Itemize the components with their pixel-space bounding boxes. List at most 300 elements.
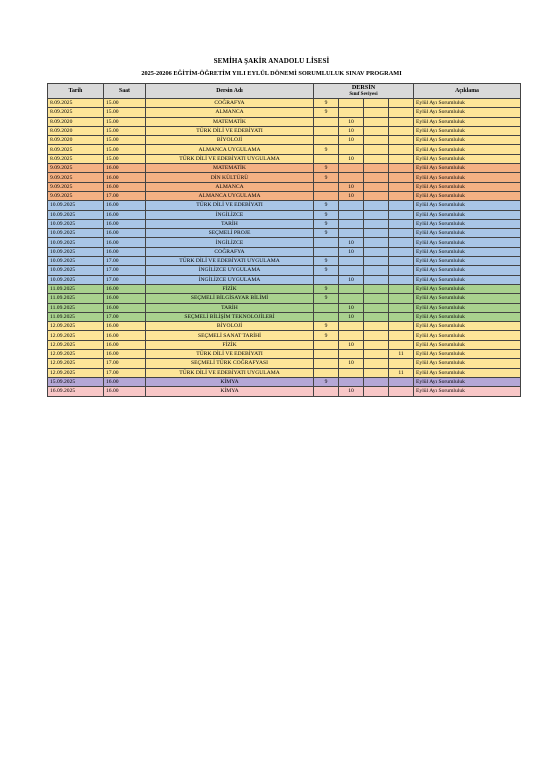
description-cell: Eylül Ayı Sorumluluk	[414, 201, 521, 210]
date-cell: 8.09.2020	[48, 126, 104, 135]
table-row	[48, 136, 521, 145]
level-11-cell	[364, 275, 389, 284]
level-11-cell	[364, 201, 389, 210]
level-10-cell	[339, 173, 364, 182]
level-10-cell	[339, 350, 364, 359]
date-cell: 10.09.2025	[48, 219, 104, 228]
level-10-cell: 10	[339, 191, 364, 200]
level-12-cell	[389, 108, 414, 117]
course-cell: TÜRK DİLİ VE EDEBİYATI	[146, 201, 314, 210]
time-cell: 16.00	[104, 322, 146, 331]
level-11-cell	[364, 368, 389, 377]
level-12-cell	[389, 145, 414, 154]
program-title: 2025-20206 EĞİTİM-ÖĞRETİM YILI EYLÜL DÖNEMİ SORUMLULUK SINAV PROGRAMI	[141, 70, 402, 77]
time-cell: 16.00	[104, 247, 146, 256]
table-row	[48, 210, 521, 219]
date-cell: 12.09.2025	[48, 340, 104, 349]
time-cell: 17.00	[104, 359, 146, 368]
level-11-cell	[364, 238, 389, 247]
date-cell: 10.09.2025	[48, 201, 104, 210]
table-row	[48, 368, 521, 377]
level-9-cell: 9	[314, 257, 339, 266]
table-row	[48, 191, 521, 200]
level-11-cell	[364, 219, 389, 228]
level-10-cell	[339, 164, 364, 173]
description-cell: Eylül Ayı Sorumluluk	[414, 331, 521, 340]
course-cell: TÜRK DİLİ VE EDEBİYATI UYGULAMA	[146, 257, 314, 266]
date-cell: 9.09.2025	[48, 164, 104, 173]
description-cell: Eylül Ayı Sorumluluk	[414, 173, 521, 182]
description-cell: Eylül Ayı Sorumluluk	[414, 126, 521, 135]
time-cell: 16.00	[104, 284, 146, 293]
time-cell: 16.00	[104, 173, 146, 182]
table-row	[48, 257, 521, 266]
course-cell: ALMANCA UYGULAMA	[146, 145, 314, 154]
level-11-cell	[364, 191, 389, 200]
level-10-cell: 10	[339, 275, 364, 284]
time-cell: 16.00	[104, 303, 146, 312]
level-9-cell	[314, 312, 339, 321]
course-cell: SEÇMELİ SANAT TARİHİ	[146, 331, 314, 340]
date-cell: 10.09.2025	[48, 229, 104, 238]
time-cell: 16.00	[104, 182, 146, 191]
level-9-cell	[314, 350, 339, 359]
table-row	[48, 312, 521, 321]
level-11-cell	[364, 247, 389, 256]
level-12-cell	[389, 164, 414, 173]
level-10-cell: 10	[339, 182, 364, 191]
level-12-cell	[389, 117, 414, 126]
col-header-description: Açıklama	[414, 84, 521, 99]
table-row	[48, 275, 521, 284]
level-12-cell	[389, 154, 414, 163]
level-11-cell	[364, 117, 389, 126]
level-11-cell	[364, 359, 389, 368]
time-cell: 16.00	[104, 219, 146, 228]
table-row	[48, 340, 521, 349]
level-9-cell: 9	[314, 201, 339, 210]
table-row	[48, 350, 521, 359]
level-10-cell: 10	[339, 126, 364, 135]
level-9-cell	[314, 303, 339, 312]
course-cell: SEÇMELİ BİLİŞİM TEKNOLOJİLERİ	[146, 312, 314, 321]
date-cell: 10.09.2025	[48, 247, 104, 256]
level-9-cell: 9	[314, 164, 339, 173]
date-cell: 8.09.2025	[48, 154, 104, 163]
date-cell: 9.09.2025	[48, 173, 104, 182]
level-10-cell: 10	[339, 247, 364, 256]
time-cell: 16.00	[104, 387, 146, 396]
level-9-cell: 9	[314, 210, 339, 219]
level-10-cell	[339, 99, 364, 108]
date-cell: 15.09.2025	[48, 377, 104, 386]
table-row	[48, 201, 521, 210]
description-cell: Eylül Ayı Sorumluluk	[414, 303, 521, 312]
level-9-cell	[314, 368, 339, 377]
date-cell: 10.09.2025	[48, 257, 104, 266]
col-header-date: Tarih	[48, 84, 104, 99]
level-12-cell	[389, 322, 414, 331]
level-11-cell	[364, 322, 389, 331]
description-cell: Eylül Ayı Sorumluluk	[414, 108, 521, 117]
table-row	[48, 126, 521, 135]
col-header-level	[314, 84, 414, 99]
level-11-cell	[364, 284, 389, 293]
course-cell: TÜRK DİLİ VE EDEBİYATI UYGULAMA	[146, 368, 314, 377]
date-cell: 12.09.2025	[48, 368, 104, 377]
course-cell: KİMYA	[146, 387, 314, 396]
level-12-cell	[389, 173, 414, 182]
level-9-cell: 9	[314, 331, 339, 340]
time-cell: 15.00	[104, 154, 146, 163]
table-row	[48, 266, 521, 275]
level-11-cell	[364, 164, 389, 173]
level-11-cell	[364, 99, 389, 108]
table-row	[48, 294, 521, 303]
date-cell: 12.09.2025	[48, 331, 104, 340]
table-body	[48, 99, 521, 397]
col-header-course: Dersin Adı	[146, 84, 314, 99]
level-12-cell	[389, 294, 414, 303]
time-cell: 17.00	[104, 312, 146, 321]
time-cell: 16.00	[104, 377, 146, 386]
time-cell: 16.00	[104, 201, 146, 210]
table-row	[48, 145, 521, 154]
date-cell: 9.09.2025	[48, 191, 104, 200]
course-cell: ALMANCA	[146, 182, 314, 191]
description-cell: Eylül Ayı Sorumluluk	[414, 145, 521, 154]
date-cell: 10.09.2025	[48, 210, 104, 219]
level-9-cell: 9	[314, 99, 339, 108]
description-cell: Eylül Ayı Sorumluluk	[414, 359, 521, 368]
level-9-cell: 9	[314, 377, 339, 386]
course-cell: BİYOLOJİ	[146, 136, 314, 145]
level-9-cell	[314, 136, 339, 145]
level-9-cell	[314, 154, 339, 163]
description-cell: Eylül Ayı Sorumluluk	[414, 136, 521, 145]
date-cell: 10.09.2025	[48, 238, 104, 247]
description-cell: Eylül Ayı Sorumluluk	[414, 154, 521, 163]
level-12-cell	[389, 136, 414, 145]
description-cell: Eylül Ayı Sorumluluk	[414, 312, 521, 321]
table-row	[48, 387, 521, 396]
level-11-cell	[364, 294, 389, 303]
course-cell: BİYOLOJİ	[146, 322, 314, 331]
description-cell: Eylül Ayı Sorumluluk	[414, 238, 521, 247]
date-cell: 11.09.2025	[48, 312, 104, 321]
level-11-cell	[364, 173, 389, 182]
date-cell: 12.09.2025	[48, 322, 104, 331]
level-11-cell	[364, 126, 389, 135]
time-cell: 15.00	[104, 136, 146, 145]
level-11-cell	[364, 350, 389, 359]
description-cell: Eylül Ayı Sorumluluk	[414, 182, 521, 191]
level-12-cell	[389, 377, 414, 386]
col-header-time: Saat	[104, 84, 146, 99]
date-cell: 8.09.2020	[48, 117, 104, 126]
table-row	[48, 229, 521, 238]
level-10-cell	[339, 108, 364, 117]
level-9-cell	[314, 247, 339, 256]
level-10-cell: 10	[339, 303, 364, 312]
level-12-cell	[389, 257, 414, 266]
level-12-cell	[389, 238, 414, 247]
description-cell: Eylül Ayı Sorumluluk	[414, 350, 521, 359]
level-12-cell	[389, 387, 414, 396]
course-cell: İNGİLİZCE UYGULAMA	[146, 266, 314, 275]
level-11-cell	[364, 154, 389, 163]
level-10-cell	[339, 322, 364, 331]
course-cell: DİN KÜLTÜRÜ	[146, 173, 314, 182]
level-12-cell	[389, 229, 414, 238]
description-cell: Eylül Ayı Sorumluluk	[414, 191, 521, 200]
level-10-cell: 10	[339, 117, 364, 126]
level-12-cell	[389, 284, 414, 293]
level-10-cell	[339, 219, 364, 228]
time-cell: 16.00	[104, 238, 146, 247]
date-cell: 9.09.2025	[48, 182, 104, 191]
level-10-cell	[339, 294, 364, 303]
course-cell: TARİH	[146, 303, 314, 312]
table-row	[48, 164, 521, 173]
level-10-cell: 10	[339, 387, 364, 396]
level-11-cell	[364, 331, 389, 340]
date-cell: 12.09.2025	[48, 350, 104, 359]
table-row	[48, 219, 521, 228]
course-cell: FİZİK	[146, 340, 314, 349]
level-10-cell	[339, 210, 364, 219]
description-cell: Eylül Ayı Sorumluluk	[414, 284, 521, 293]
level-9-cell	[314, 387, 339, 396]
description-cell: Eylül Ayı Sorumluluk	[414, 257, 521, 266]
level-9-cell: 9	[314, 266, 339, 275]
description-cell: Eylül Ayı Sorumluluk	[414, 387, 521, 396]
course-cell: ALMANCA UYGULAMA	[146, 191, 314, 200]
level-9-cell	[314, 359, 339, 368]
level-12-cell	[389, 126, 414, 135]
col-header-level-subtitle: Sınıf Seviyesi	[349, 92, 378, 97]
level-11-cell	[364, 145, 389, 154]
table-row	[48, 322, 521, 331]
level-11-cell	[364, 210, 389, 219]
level-10-cell: 10	[339, 154, 364, 163]
school-title: SEMİHA ŞAKİR ANADOLU LİSESİ	[213, 57, 330, 65]
level-10-cell	[339, 377, 364, 386]
course-cell: TÜRK DİLİ VE EDEBİYATI	[146, 126, 314, 135]
course-cell: FİZİK	[146, 284, 314, 293]
description-cell: Eylül Ayı Sorumluluk	[414, 117, 521, 126]
description-cell: Eylül Ayı Sorumluluk	[414, 164, 521, 173]
level-9-cell	[314, 275, 339, 284]
course-cell: SEÇMELİ BİLGİSAYAR BİLİMİ	[146, 294, 314, 303]
course-cell: COĞRAFYA	[146, 99, 314, 108]
date-cell: 11.09.2025	[48, 294, 104, 303]
level-9-cell: 9	[314, 294, 339, 303]
level-11-cell	[364, 136, 389, 145]
level-12-cell	[389, 312, 414, 321]
description-cell: Eylül Ayı Sorumluluk	[414, 229, 521, 238]
level-9-cell	[314, 117, 339, 126]
time-cell: 16.00	[104, 210, 146, 219]
date-cell: 10.09.2025	[48, 275, 104, 284]
course-cell: ALMANCA	[146, 108, 314, 117]
description-cell: Eylül Ayı Sorumluluk	[414, 322, 521, 331]
level-9-cell: 9	[314, 229, 339, 238]
level-11-cell	[364, 229, 389, 238]
table-row	[48, 173, 521, 182]
level-10-cell: 10	[339, 136, 364, 145]
time-cell: 17.00	[104, 275, 146, 284]
time-cell: 17.00	[104, 257, 146, 266]
level-12-cell: 11	[389, 368, 414, 377]
course-cell: TÜRK DİLİ VE EDEBİYATI UYGULAMA	[146, 154, 314, 163]
level-12-cell	[389, 201, 414, 210]
level-12-cell	[389, 247, 414, 256]
level-12-cell: 11	[389, 350, 414, 359]
time-cell: 15.00	[104, 126, 146, 135]
table-row	[48, 303, 521, 312]
level-12-cell	[389, 303, 414, 312]
date-cell: 12.09.2025	[48, 359, 104, 368]
description-cell: Eylül Ayı Sorumluluk	[414, 247, 521, 256]
level-9-cell: 9	[314, 145, 339, 154]
level-12-cell	[389, 182, 414, 191]
level-9-cell: 9	[314, 173, 339, 182]
level-12-cell	[389, 275, 414, 284]
time-cell: 15.00	[104, 108, 146, 117]
course-cell: KİMYA	[146, 377, 314, 386]
table-row	[48, 117, 521, 126]
date-cell: 11.09.2025	[48, 303, 104, 312]
level-9-cell	[314, 340, 339, 349]
date-cell: 11.09.2025	[48, 284, 104, 293]
level-11-cell	[364, 266, 389, 275]
description-cell: Eylül Ayı Sorumluluk	[414, 219, 521, 228]
time-cell: 17.00	[104, 368, 146, 377]
description-cell: Eylül Ayı Sorumluluk	[414, 275, 521, 284]
col-header-level-title: DERSİN	[351, 84, 376, 91]
level-10-cell: 10	[339, 312, 364, 321]
level-12-cell	[389, 191, 414, 200]
table-row	[48, 154, 521, 163]
course-cell: TÜRK DİLİ VE EDEBİYATI	[146, 350, 314, 359]
time-cell: 17.00	[104, 191, 146, 200]
date-cell: 10.09.2025	[48, 266, 104, 275]
level-10-cell	[339, 331, 364, 340]
level-10-cell	[339, 145, 364, 154]
time-cell: 16.00	[104, 164, 146, 173]
level-10-cell: 10	[339, 359, 364, 368]
course-cell: İNGİLİZCE	[146, 238, 314, 247]
level-9-cell: 9	[314, 108, 339, 117]
level-11-cell	[364, 108, 389, 117]
description-cell: Eylül Ayı Sorumluluk	[414, 266, 521, 275]
date-cell: 16.09.2025	[48, 387, 104, 396]
course-cell: MATEMATİK	[146, 117, 314, 126]
level-11-cell	[364, 303, 389, 312]
time-cell: 16.00	[104, 229, 146, 238]
description-cell: Eylül Ayı Sorumluluk	[414, 368, 521, 377]
table-row	[48, 377, 521, 386]
level-12-cell	[389, 99, 414, 108]
course-cell: MATEMATİK	[146, 164, 314, 173]
level-9-cell: 9	[314, 322, 339, 331]
time-cell: 17.00	[104, 266, 146, 275]
level-12-cell	[389, 331, 414, 340]
level-12-cell	[389, 359, 414, 368]
level-12-cell	[389, 266, 414, 275]
table-header-row	[48, 84, 521, 99]
level-11-cell	[364, 182, 389, 191]
date-cell: 8.09.2025	[48, 99, 104, 108]
time-cell: 16.00	[104, 340, 146, 349]
level-10-cell: 10	[339, 238, 364, 247]
level-10-cell: 10	[339, 340, 364, 349]
level-11-cell	[364, 257, 389, 266]
table-row	[48, 284, 521, 293]
course-cell: COĞRAFYA	[146, 247, 314, 256]
table-row	[48, 331, 521, 340]
table-row	[48, 238, 521, 247]
course-cell: TARİH	[146, 219, 314, 228]
time-cell: 15.00	[104, 99, 146, 108]
date-cell: 8.09.2025	[48, 108, 104, 117]
date-cell: 8.09.2025	[48, 145, 104, 154]
level-10-cell	[339, 201, 364, 210]
course-cell: İNGİLİZCE UYGULAMA	[146, 275, 314, 284]
course-cell: SEÇMELİ PROJE	[146, 229, 314, 238]
description-cell: Eylül Ayı Sorumluluk	[414, 340, 521, 349]
time-cell: 16.00	[104, 350, 146, 359]
description-cell: Eylül Ayı Sorumluluk	[414, 294, 521, 303]
level-12-cell	[389, 219, 414, 228]
level-12-cell	[389, 340, 414, 349]
level-11-cell	[364, 377, 389, 386]
table-row	[48, 359, 521, 368]
level-9-cell	[314, 182, 339, 191]
level-9-cell	[314, 191, 339, 200]
level-10-cell	[339, 257, 364, 266]
level-11-cell	[364, 340, 389, 349]
level-9-cell: 9	[314, 219, 339, 228]
date-cell: 8.09.2020	[48, 136, 104, 145]
exam-schedule-table	[47, 83, 521, 397]
level-9-cell	[314, 238, 339, 247]
level-10-cell	[339, 284, 364, 293]
description-cell: Eylül Ayı Sorumluluk	[414, 210, 521, 219]
course-cell: SEÇMELİ TÜRK COĞRAFYASI	[146, 359, 314, 368]
time-cell: 16.00	[104, 294, 146, 303]
level-9-cell: 9	[314, 284, 339, 293]
time-cell: 15.00	[104, 145, 146, 154]
description-cell: Eylül Ayı Sorumluluk	[414, 99, 521, 108]
level-10-cell	[339, 229, 364, 238]
time-cell: 16.00	[104, 331, 146, 340]
level-11-cell	[364, 387, 389, 396]
level-10-cell	[339, 266, 364, 275]
table-row	[48, 182, 521, 191]
table-row	[48, 108, 521, 117]
description-cell: Eylül Ayı Sorumluluk	[414, 377, 521, 386]
level-12-cell	[389, 210, 414, 219]
level-9-cell	[314, 126, 339, 135]
time-cell: 15.00	[104, 117, 146, 126]
level-10-cell	[339, 368, 364, 377]
course-cell: İNGİLİZCE	[146, 210, 314, 219]
table-row	[48, 247, 521, 256]
table-row	[48, 99, 521, 108]
level-11-cell	[364, 312, 389, 321]
